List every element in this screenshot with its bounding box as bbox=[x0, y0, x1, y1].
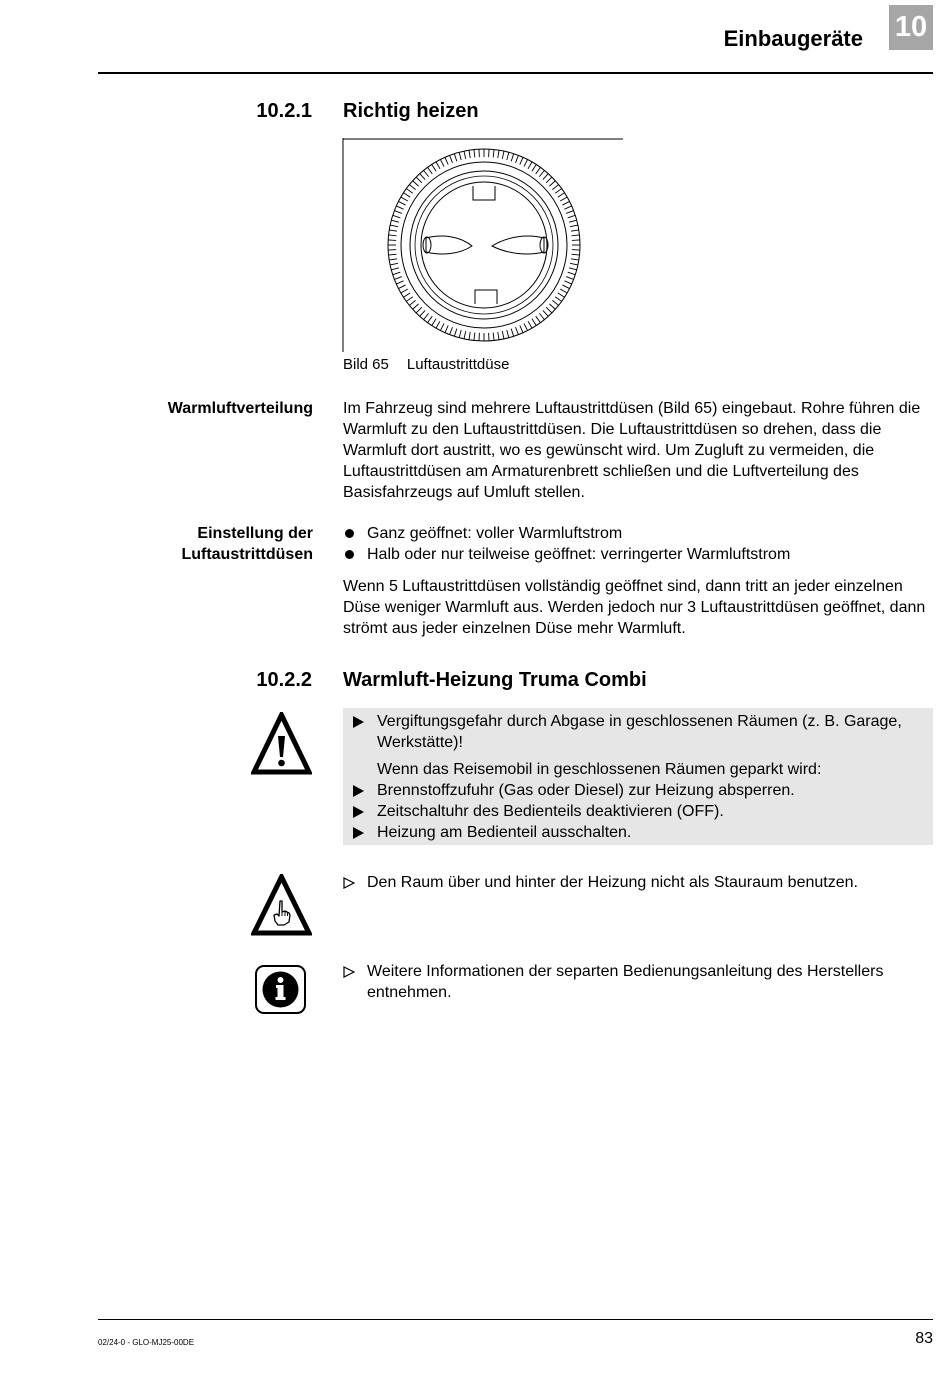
knurl-tick bbox=[564, 206, 571, 209]
knurl-tick bbox=[536, 167, 541, 173]
knurl-tick bbox=[546, 307, 552, 313]
knurl-tick bbox=[432, 319, 436, 326]
knurl-tick bbox=[389, 254, 397, 255]
knurl-tick bbox=[552, 185, 558, 190]
arrow-outline-right-icon bbox=[343, 966, 355, 978]
caution-hand-icon bbox=[251, 874, 312, 936]
knurl-tick bbox=[474, 333, 475, 341]
knurl-tick bbox=[401, 197, 408, 201]
knurl-tick bbox=[543, 310, 548, 316]
knurl-tick bbox=[502, 151, 504, 159]
knurl-tick bbox=[528, 162, 532, 169]
warning-step-text: Zeitschaltuhr des Bedienteils deaktivieren (OFF). bbox=[377, 803, 724, 820]
knurl-tick bbox=[524, 323, 528, 330]
einstellung-paragraph: Wenn 5 Luftaustrittdüsen vollständig geöffnet sind, dann tritt an jeder einzelnen Düse weniger Warmluft aus. Werden jedoch nur 3 Luftaustrittdüsen geöffnet, dann strömt aus jeder einzelnen Düse mehr Warmluft. bbox=[343, 578, 926, 637]
knurl-tick bbox=[454, 154, 456, 162]
knurl-tick bbox=[498, 332, 499, 340]
knurl-tick bbox=[420, 174, 425, 180]
knurl-tick bbox=[569, 268, 577, 270]
knurl-tick bbox=[440, 323, 444, 330]
knurl-tick bbox=[560, 197, 567, 201]
knurl-tick bbox=[450, 155, 453, 162]
knurl-tick bbox=[409, 185, 415, 190]
knurl-tick bbox=[571, 230, 579, 231]
knurl-tick bbox=[389, 230, 397, 231]
knurl-tick bbox=[549, 181, 555, 186]
knurl-tick bbox=[539, 313, 544, 319]
knurl-tick bbox=[558, 193, 565, 197]
list-item bbox=[343, 544, 933, 565]
knurl-tick bbox=[393, 272, 401, 274]
figure-caption-text: Luftaustrittdüse bbox=[406, 356, 510, 373]
knurl-tick bbox=[564, 281, 571, 284]
side-label-einstellung bbox=[0, 523, 313, 565]
arrow-outline-right-icon bbox=[343, 877, 355, 889]
knurl-tick bbox=[555, 189, 561, 194]
knurl-tick bbox=[562, 201, 569, 205]
knurl-tick bbox=[546, 177, 552, 183]
arrow-right-icon bbox=[353, 716, 364, 728]
section-title: Warmluft-Heizung Truma Combi bbox=[343, 669, 647, 691]
knurl-tick bbox=[572, 254, 580, 255]
knurl-tick bbox=[398, 201, 405, 205]
knurl-tick bbox=[445, 325, 448, 332]
warning-step bbox=[343, 780, 933, 801]
section-number: 10.2.1 bbox=[256, 100, 312, 122]
knurl-tick bbox=[428, 167, 433, 173]
section-title: Richtig heizen bbox=[343, 100, 479, 122]
chapter-title: Einbaugeräte bbox=[723, 26, 863, 51]
knurl-tick bbox=[502, 331, 504, 339]
knurl-tick bbox=[394, 211, 401, 214]
knurl-tick bbox=[566, 277, 573, 280]
knurl-tick bbox=[524, 159, 528, 166]
knurl-tick bbox=[520, 157, 523, 164]
knurl-tick bbox=[520, 325, 523, 332]
note-text: Den Raum über und hinter der Heizung nicht als Stauraum benutzen. bbox=[367, 874, 858, 891]
warning-text: Vergiftungsgefahr durch Abgase in geschlossenen Räumen (z. B. Garage, Werkstätte)! bbox=[377, 713, 902, 751]
knurl-tick bbox=[403, 193, 410, 197]
knurl-tick bbox=[572, 235, 580, 236]
arrow-right-icon bbox=[353, 785, 364, 797]
section-number: 10.2.2 bbox=[256, 669, 312, 691]
knurl-tick bbox=[389, 235, 397, 236]
arrow-right-icon bbox=[353, 827, 364, 839]
knurl-tick bbox=[528, 321, 532, 328]
note-information bbox=[343, 961, 933, 1003]
page-number: 83 bbox=[915, 1330, 933, 1347]
knurl-tick bbox=[570, 263, 578, 265]
header-rule bbox=[98, 72, 933, 74]
knurl-tick bbox=[532, 319, 536, 326]
knurl-tick bbox=[516, 155, 519, 162]
knurl-tick bbox=[539, 170, 544, 176]
list-item bbox=[343, 523, 933, 544]
knurl-tick bbox=[413, 181, 419, 186]
knurl-tick bbox=[511, 154, 513, 162]
warning-step bbox=[343, 801, 933, 822]
document-code: 02/24-0 - GLO-MJ25-00DE bbox=[98, 1338, 195, 1347]
knurl-tick bbox=[507, 152, 509, 160]
list-item-text: Halb oder nur teilweise geöffnet: verringerter Warmluftstrom bbox=[367, 546, 791, 563]
knurl-tick bbox=[409, 300, 415, 305]
warning-step bbox=[343, 822, 933, 843]
chapter-number-badge: 10 bbox=[889, 5, 933, 50]
bullet-list bbox=[343, 523, 933, 565]
knurl-tick bbox=[569, 220, 577, 222]
footer-rule bbox=[98, 1319, 933, 1320]
knurl-tick bbox=[394, 277, 401, 280]
knurl-tick bbox=[390, 263, 398, 265]
knurl-tick bbox=[393, 215, 401, 217]
knurl-tick bbox=[566, 211, 573, 214]
knurl-tick bbox=[516, 327, 519, 334]
note-stauraum bbox=[343, 872, 933, 893]
knurl-tick bbox=[555, 297, 561, 302]
knurl-tick bbox=[543, 174, 548, 180]
knurl-tick bbox=[568, 215, 576, 217]
warning-icon bbox=[251, 712, 312, 775]
warning-box bbox=[343, 708, 933, 845]
knurl-tick bbox=[552, 300, 558, 305]
knurl-tick bbox=[391, 220, 399, 222]
knurl-tick bbox=[424, 170, 429, 176]
knurl-tick bbox=[416, 307, 422, 313]
side-label-line: Luftaustrittdüsen bbox=[181, 546, 313, 563]
knurl-tick bbox=[474, 150, 475, 158]
knurl-tick bbox=[570, 225, 578, 227]
knurl-tick bbox=[464, 331, 466, 339]
knurl-tick bbox=[562, 285, 569, 289]
figure-caption bbox=[343, 356, 509, 373]
knurl-tick bbox=[390, 225, 398, 227]
warning-line bbox=[343, 711, 933, 753]
knurl-tick bbox=[436, 321, 440, 328]
knurl-tick bbox=[413, 304, 419, 309]
knurl-tick bbox=[454, 329, 456, 337]
knurl-tick bbox=[469, 332, 470, 340]
knurl-tick bbox=[560, 289, 567, 293]
knurl-tick bbox=[398, 285, 405, 289]
knurl-tick bbox=[450, 327, 453, 334]
warning-step-text: Heizung am Bedienteil ausschalten. bbox=[377, 824, 632, 841]
knurl-tick bbox=[507, 330, 509, 338]
knurl-tick bbox=[459, 330, 461, 338]
side-label-warmluftverteilung: Warmluftverteilung bbox=[167, 400, 313, 417]
warmluft-paragraph: Im Fahrzeug sind mehrere Luftaustrittdüsen (Bild 65) eingebaut. Rohre führen die Warmluft zu den Luftaustrittdüsen. Die Luftaustrittdüsen so drehen, dass die Warmluft dort austritt, wo es gewünscht wird. Um Zugluft zu vermeiden, die Luftaustrittdüsen am Armaturenbrett schließen und die Luftverteilung des Basisfahrzeugs auf Umluft stellen. bbox=[343, 400, 921, 501]
knurl-tick bbox=[406, 297, 412, 302]
knurl-tick bbox=[493, 150, 494, 158]
knurl-tick bbox=[432, 164, 436, 171]
knurl-tick bbox=[406, 189, 412, 194]
knurl-tick bbox=[420, 310, 425, 316]
knurl-tick bbox=[498, 150, 499, 158]
warning-step-text: Brennstoffzufuhr (Gas oder Diesel) zur Heizung absperren. bbox=[377, 782, 795, 799]
air-outlet-figure bbox=[342, 138, 624, 352]
list-item-text: Ganz geöffnet: voller Warmluftstrom bbox=[367, 525, 623, 542]
knurl-tick bbox=[571, 259, 579, 260]
knurl-tick bbox=[445, 157, 448, 164]
knurl-tick bbox=[416, 177, 422, 183]
figure-caption-number: Bild 65 bbox=[343, 356, 389, 373]
bullet-dot-icon bbox=[345, 550, 354, 559]
knurl-tick bbox=[401, 289, 408, 293]
knurl-tick bbox=[403, 293, 410, 297]
info-icon bbox=[254, 964, 307, 1015]
knurl-tick bbox=[396, 206, 403, 209]
side-label-line: Einstellung der bbox=[197, 525, 313, 542]
knurl-tick bbox=[391, 268, 399, 270]
knurl-tick bbox=[464, 151, 466, 159]
knurl-tick bbox=[549, 304, 555, 309]
knurl-tick bbox=[532, 164, 536, 171]
knurl-tick bbox=[459, 152, 461, 160]
knurl-tick bbox=[428, 316, 433, 322]
knurl-tick bbox=[389, 259, 397, 260]
warning-intro: Wenn das Reisemobil in geschlossenen Räumen geparkt wird: bbox=[377, 761, 822, 778]
knurl-tick bbox=[558, 293, 565, 297]
knurl-tick bbox=[436, 162, 440, 169]
note-text: Weitere Informationen der separten Bedienungsanleitung des Herstellers entnehmen. bbox=[367, 963, 884, 1001]
knurl-tick bbox=[511, 329, 513, 337]
knurl-tick bbox=[396, 281, 403, 284]
knurl-tick bbox=[493, 333, 494, 341]
knurl-tick bbox=[440, 159, 444, 166]
arrow-right-icon bbox=[353, 806, 364, 818]
knurl-tick bbox=[424, 313, 429, 319]
knurl-tick bbox=[568, 272, 576, 274]
knurl-tick bbox=[536, 316, 541, 322]
knurl-tick bbox=[469, 150, 470, 158]
bullet-dot-icon bbox=[345, 529, 354, 538]
